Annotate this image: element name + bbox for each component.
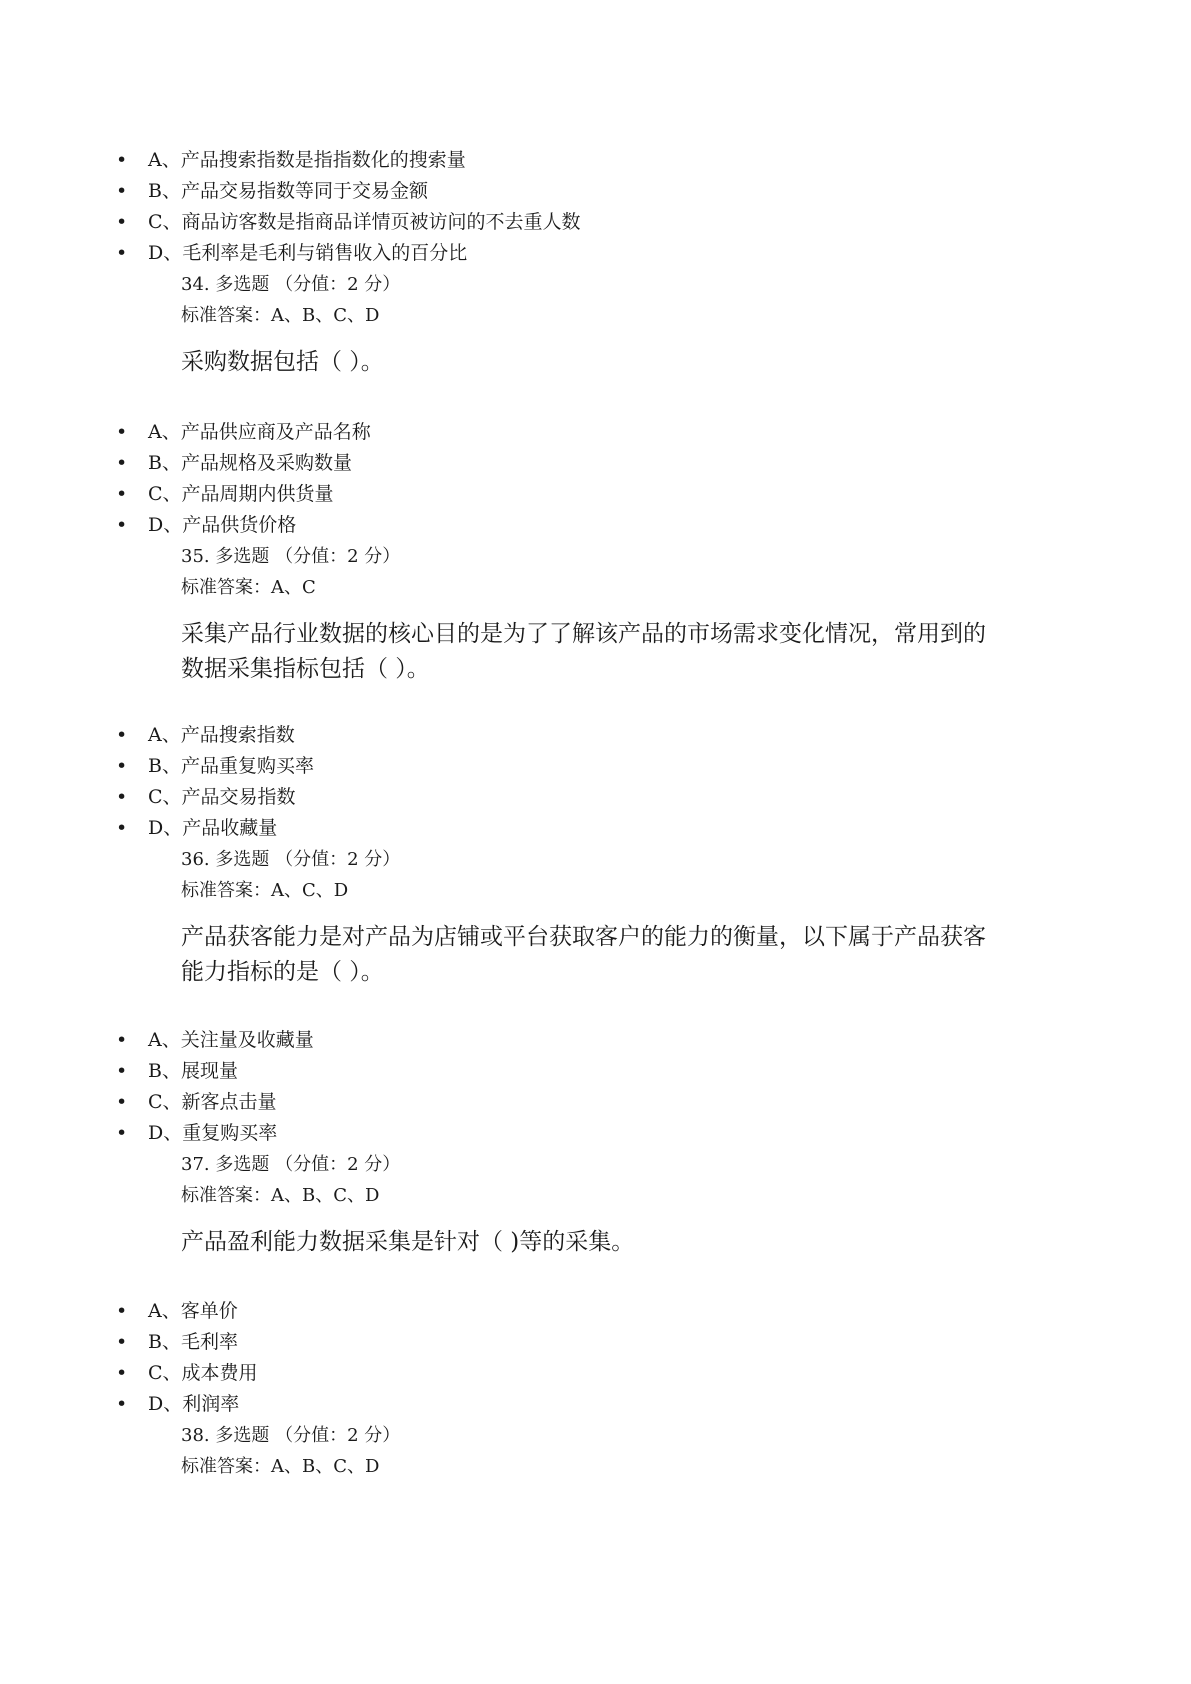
option-text: C、成本费用: [148, 1362, 258, 1384]
bullet-icon: •: [116, 817, 128, 839]
option-item: [0, 145, 1191, 176]
bullet-icon: •: [116, 1362, 128, 1384]
option-text: D、重复购买率: [148, 1122, 278, 1144]
option-text: C、产品周期内供货量: [148, 483, 334, 505]
bullet-icon: •: [116, 452, 128, 474]
bullet-icon: •: [116, 242, 128, 264]
option-item: [0, 751, 1191, 782]
option-text: A、产品搜索指数是指指数化的搜索量: [148, 149, 466, 171]
option-text: A、客单价: [148, 1300, 238, 1322]
option-text: A、关注量及收藏量: [148, 1029, 314, 1051]
bullet-icon: •: [116, 1393, 128, 1415]
option-list: [0, 417, 1191, 541]
option-item: [0, 207, 1191, 238]
option-item: [0, 1327, 1191, 1358]
option-list: [0, 1025, 1191, 1149]
option-item: [0, 479, 1191, 510]
option-text: D、产品收藏量: [148, 817, 278, 839]
bullet-icon: •: [116, 1060, 128, 1082]
question-text: 产品获客能力是对产品为店铺或平台获取客户的能力的衡量，以下属于产品获客能力指标的是（ ）。: [181, 924, 986, 985]
standard-answer: 标准答案：A、B、C、D: [181, 305, 380, 326]
bullet-icon: •: [116, 514, 128, 536]
option-item: [0, 1087, 1191, 1118]
bullet-icon: •: [116, 421, 128, 443]
question-meta: 35. 多选题 （分值：2 分）: [181, 546, 401, 567]
option-text: C、产品交易指数: [148, 786, 296, 808]
option-text: D、利润率: [148, 1393, 240, 1415]
bullet-icon: •: [116, 1300, 128, 1322]
question-block: [0, 1025, 1191, 1260]
option-item: [0, 782, 1191, 813]
question-meta: 34. 多选题 （分值：2 分）: [181, 274, 401, 295]
option-list: [0, 1296, 1191, 1420]
bullet-icon: •: [116, 180, 128, 202]
option-list: [0, 720, 1191, 844]
option-text: C、新客点击量: [148, 1091, 277, 1113]
bullet-icon: •: [116, 1122, 128, 1144]
option-item: [0, 176, 1191, 207]
option-text: B、产品重复购买率: [148, 755, 314, 777]
option-text: B、展现量: [148, 1060, 238, 1082]
option-text: B、产品规格及采购数量: [148, 452, 352, 474]
option-item: [0, 417, 1191, 448]
option-item: [0, 1025, 1191, 1056]
bullet-icon: •: [116, 1331, 128, 1353]
option-text: D、产品供货价格: [148, 514, 297, 536]
question-meta: 37. 多选题 （分值：2 分）: [181, 1154, 401, 1175]
option-text: D、毛利率是毛利与销售收入的百分比: [148, 242, 468, 264]
option-item: [0, 510, 1191, 541]
question-meta: 38. 多选题 （分值：2 分）: [181, 1425, 401, 1446]
option-item: [0, 1389, 1191, 1420]
question-text: 采购数据包括（ ）。: [181, 349, 384, 375]
option-text: A、产品供应商及产品名称: [148, 421, 371, 443]
option-item: [0, 1056, 1191, 1087]
question-block: [0, 1296, 1191, 1482]
bullet-icon: •: [116, 149, 128, 171]
option-text: A、产品搜索指数: [148, 724, 295, 746]
question-block: [0, 720, 1191, 990]
question-block: [0, 417, 1191, 687]
standard-answer: 标准答案：A、B、C、D: [181, 1456, 380, 1477]
option-item: [0, 1358, 1191, 1389]
option-list: [0, 145, 1191, 269]
bullet-icon: •: [116, 786, 128, 808]
bullet-icon: •: [116, 724, 128, 746]
question-text: 采集产品行业数据的核心目的是为了了解该产品的市场需求变化情况，常用到的数据采集指标包括（ ）。: [181, 621, 986, 682]
standard-answer: 标准答案：A、B、C、D: [181, 1185, 380, 1206]
option-item: [0, 813, 1191, 844]
question-meta: 36. 多选题 （分值：2 分）: [181, 849, 401, 870]
option-text: B、毛利率: [148, 1331, 238, 1353]
option-item: [0, 448, 1191, 479]
question-text: 产品盈利能力数据采集是针对（ )等的采集。: [181, 1229, 635, 1255]
option-text: C、商品访客数是指商品详情页被访问的不去重人数: [148, 211, 581, 233]
question-block: [0, 145, 1191, 380]
option-item: [0, 720, 1191, 751]
bullet-icon: •: [116, 1091, 128, 1113]
standard-answer: 标准答案：A、C、D: [181, 880, 349, 901]
bullet-icon: •: [116, 1029, 128, 1051]
option-text: B、产品交易指数等同于交易金额: [148, 180, 428, 202]
standard-answer: 标准答案：A、C: [181, 577, 316, 598]
option-item: [0, 1118, 1191, 1149]
bullet-icon: •: [116, 755, 128, 777]
bullet-icon: •: [116, 211, 128, 233]
option-item: [0, 238, 1191, 269]
option-item: [0, 1296, 1191, 1327]
bullet-icon: •: [116, 483, 128, 505]
